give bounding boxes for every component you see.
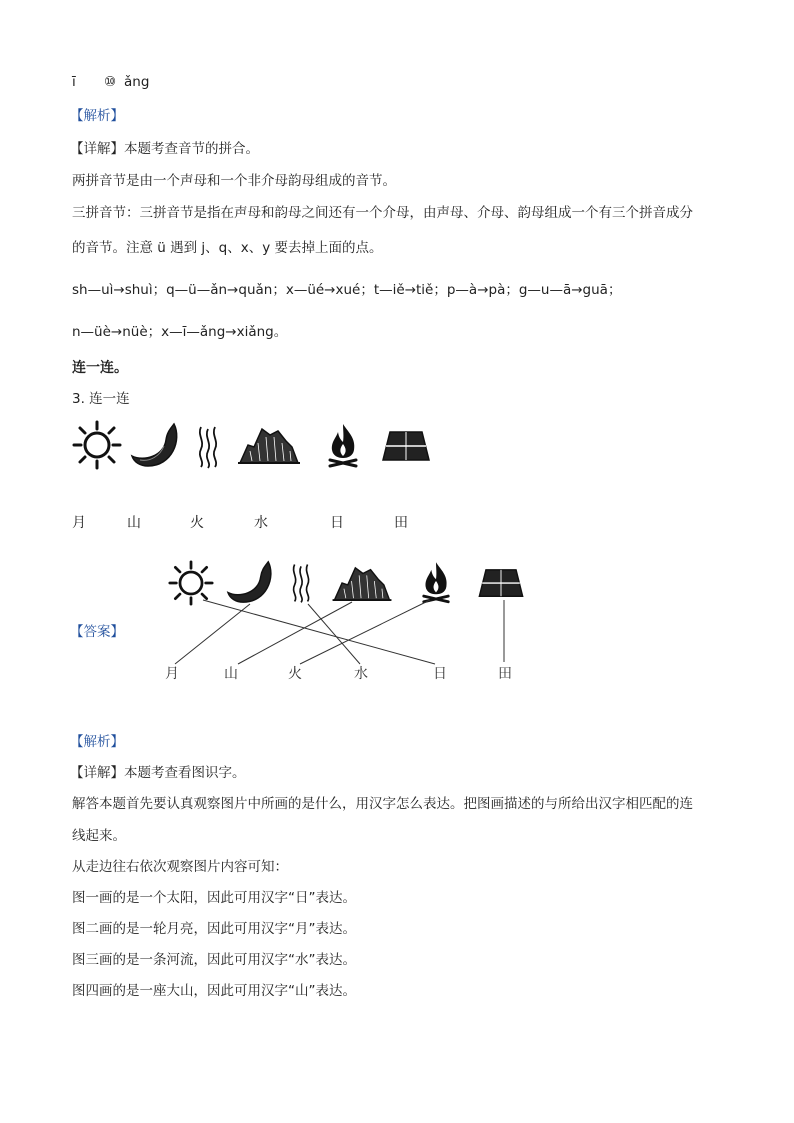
char-yue: 月 <box>72 515 86 531</box>
pinyin-left: ī <box>72 74 76 90</box>
pinyin-examples-1: sh—uì→shuì；q—ü—ǎn→quǎn；x—üé→xué；t—iě→tiě；p—à→pà；g—u—ā→guā； <box>72 282 622 298</box>
answer-char-shui: 水 <box>354 666 368 682</box>
char-tian: 田 <box>394 515 408 531</box>
explanation-line-1: 解答本题首先要认真观察图片中所画的是什么，用汉字怎么表达。把图画描述的与所给出汉字相匹配的连 <box>72 796 693 812</box>
answer-char-tian: 田 <box>498 666 512 682</box>
explanation-line-5: 图二画的是一轮月亮，因此可用汉字“月”表达。 <box>72 921 356 937</box>
answer-char-huo: 火 <box>288 666 302 682</box>
char-shui: 水 <box>254 515 268 531</box>
answer-char-shan: 山 <box>224 666 238 682</box>
pinyin-examples-2: n—üè→nüè；x—ī—ǎng→xiǎng。 <box>72 324 288 340</box>
explanation-line-2: 线起来。 <box>72 828 126 844</box>
item-number: ⑩ <box>104 74 117 90</box>
char-ri: 日 <box>330 515 344 531</box>
explanation-line-4: 图一画的是一个太阳，因此可用汉字“日”表达。 <box>72 890 356 906</box>
analysis-tag: 【解析】 <box>70 108 124 124</box>
section-title: 连一连。 <box>72 360 128 376</box>
answer-char-yue: 月 <box>165 666 179 682</box>
detail-line-2: 【详解】本题考查看图识字。 <box>70 765 246 781</box>
analysis-tag-2: 【解析】 <box>70 734 124 750</box>
pinyin-right: ǎng <box>124 74 150 90</box>
question-title: 3. 连一连 <box>72 391 130 407</box>
detail-line: 【详解】本题考查音节的拼合。 <box>70 141 259 157</box>
char-shan: 山 <box>127 515 141 531</box>
answer-tag: 【答案】 <box>70 624 124 640</box>
explanation-line-7: 图四画的是一座大山，因此可用汉字“山”表达。 <box>72 983 356 999</box>
paragraph-three-syllable: 三拼音节：三拼音节是指在声母和韵母之间还有一个介母，由声母、介母、韵母组成一个有三个拼音成分 <box>72 205 693 221</box>
explanation-line-3: 从走边往右依次观察图片内容可知： <box>72 859 288 875</box>
answer-char-ri: 日 <box>433 666 447 682</box>
char-huo: 火 <box>190 515 204 531</box>
explanation-line-6: 图三画的是一条河流，因此可用汉字“水”表达。 <box>72 952 356 968</box>
paragraph-two-syllable: 两拼音节是由一个声母和一个非介母韵母组成的音节。 <box>72 173 396 189</box>
paragraph-note: 的音节。注意 ü 遇到 j、q、x、y 要去掉上面的点。 <box>72 240 383 256</box>
